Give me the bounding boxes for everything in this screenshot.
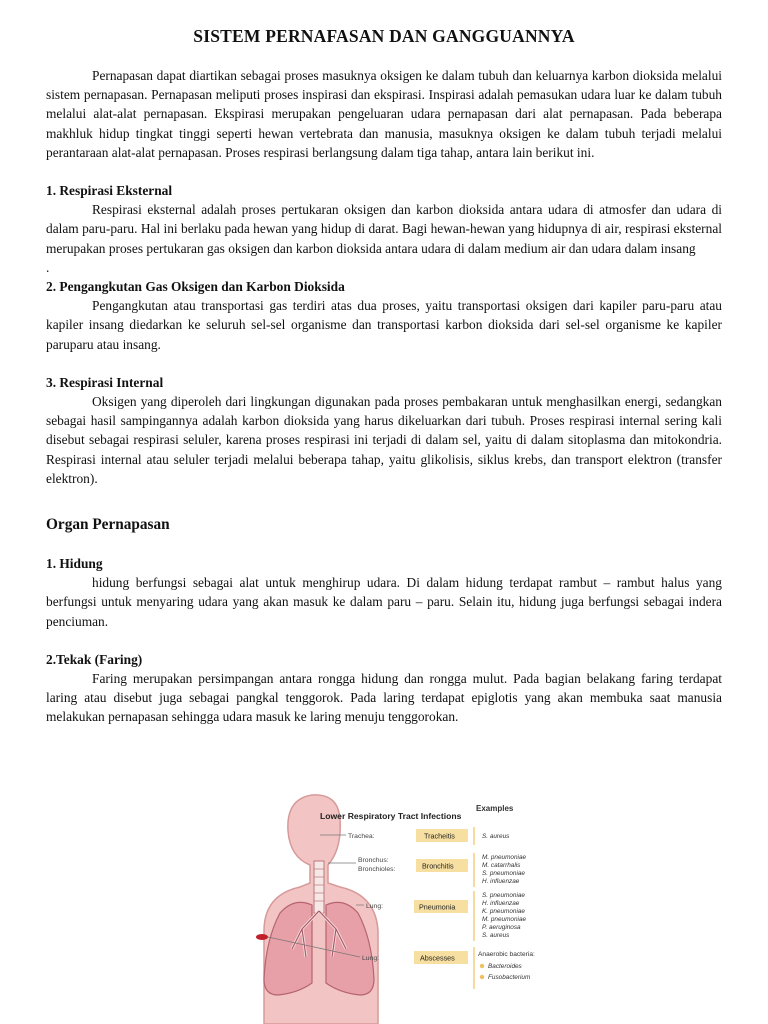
example-fusobacterium: Fusobacterium: [488, 974, 531, 981]
section-body-respirasi-internal: Oksigen yang diperoleh dari lingkungan digunakan pada proses pembakaran untuk menghasilkan energi, sedangkan sebagai hasil sampingannya adalah karbon dioksida yang harus dikeluarkan dari tubuh. Proses respirasi internal sering kali disebut sebagai respirasi seluler, karena proses respirasi ini terjadi di dalam sel, yaitu di dalam sitoplasma dan mitokondria. Respirasi internal atau seluler terjadi melalui beberapa tahap, yaitu glikolisis, siklus krebs, dan transport elektron (transfer elektron).: [46, 394, 722, 486]
row-site-bronchus: Bronchus:: [358, 857, 389, 864]
row-site-lung-2: Lung:: [362, 955, 380, 962]
example-s-pneumoniae-2: S. pneumoniae: [482, 892, 525, 899]
section-body-pengangkutan: Pengangkutan atau transportasi gas terdiri atas dua proses, yaitu transportasi oksigen dari kapiler paru-paru atau kapiler insang diedarkan ke seluruh sel-sel organisme dan transportasi karbon dioksida dari sel-sel organisme ke kapiler paruparu atau insang.: [46, 298, 722, 352]
document-content: [46, 26, 722, 727]
organ-body-faring: Faring merupakan persimpangan antara rongga hidung dan rongga mulut. Pada bagian belakang faring terdapat laring atau disebut juga sebagai pangkal tenggorok. Pada laring terdapat epiglotis yang akan membuka saat manusia melakukan pernapasan sehingga udara masuk ke laring menuju tenggorokan.: [46, 671, 722, 725]
example-p-aeruginosa: P. aeruginosa: [482, 924, 521, 931]
section-heading-pengangkutan: 2. Pengangkutan Gas Oksigen dan Karbon Dioksida: [46, 279, 345, 295]
respiratory-infections-figure: [228, 789, 550, 1024]
section-heading-respirasi-internal: 3. Respirasi Internal: [46, 374, 164, 390]
organ-heading: Organ Pernapasan: [46, 516, 170, 534]
examples-anaerobic-title: Anaerobic bacteria:: [478, 951, 535, 958]
example-bacteroides: Bacteroides: [488, 963, 522, 970]
section-heading-respirasi-eksternal: 1. Respirasi Eksternal: [46, 183, 173, 199]
abscess-spot: [256, 934, 268, 940]
row-infection-pneumonia: Pneumonia: [419, 902, 456, 912]
section-trailing-dot: .: [46, 259, 50, 275]
row-site-lung-1: Lung:: [366, 903, 384, 910]
intro-paragraph: Pernapasan dapat diartikan sebagai proses masuknya oksigen ke dalam tubuh dan keluarnya karbon dioksida melalui sistem pernapasan. Pernapasan meliputi proses inspirasi dan ekspirasi. Inspirasi adalah pemasukan udara luar ke dalam tubuh melalui alat-alat pernapasan. Ekspirasi merupakan pengeluaran udara pernapasan dari alat pernapasan. Pada beberapa makhluk hidup tingkat tinggi seperti hewan vertebrata dan manusia, masuknya oksigen ke dalam tubuh terjadi melalui perantaraan alat-alat pernapasan. Proses respirasi berlangsung dalam tiga tahap, antara lain berikut ini.: [46, 68, 722, 160]
example-k-pneumoniae: K. pneumoniae: [482, 908, 525, 915]
row-infection-abscesses: Abscesses: [420, 953, 455, 963]
examples-header: Examples: [476, 804, 514, 813]
example-h-influenzae-2: H. influenzae: [482, 900, 520, 907]
figure-title: Lower Respiratory Tract Infections: [320, 811, 462, 821]
row-site-bronchioles: Bronchioles:: [358, 866, 396, 873]
figure-illustration: [228, 789, 550, 1024]
row-infection-bronchitis: Bronchitis: [422, 861, 454, 871]
example-s-aureus-2: S. aureus: [482, 932, 510, 939]
organ-body-hidung: hidung berfungsi sebagai alat untuk menghirup udara. Di dalam hidung terdapat rambut – rambut halus yang berfungsi untuk menyaring udara yang akan masuk ke dalam paru – paru. Selain itu, hidung juga berfungsi sebagai indera penciuman.: [46, 575, 722, 629]
example-s-aureus-1: S. aureus: [482, 833, 510, 840]
example-s-pneumoniae-1: S. pneumoniae: [482, 870, 525, 877]
example-m-pneumoniae-1: M. pneumoniae: [482, 854, 527, 861]
example-h-influenzae-1: H. influenzae: [482, 878, 520, 885]
organ-heading-hidung: 1. Hidung: [46, 556, 103, 572]
section-body-respirasi-eksternal: Respirasi eksternal adalah proses pertukaran oksigen dan karbon dioksida antara udara di atmosfer dan udara di dalam paru-paru. Hal ini berlaku pada hewan yang hidup di darat. Bagi hewan-hewan yang hidupnya di air, respirasi eksternal merupakan proses pertukaran gas oksigen dan karbon dioksida antara udara di dalam medium air dan udara dalam insang: [46, 202, 722, 256]
example-m-pneumoniae-2: M. pneumoniae: [482, 916, 527, 923]
organ-heading-faring: 2.Tekak (Faring): [46, 651, 143, 667]
page-title: SISTEM PERNAFASAN DAN GANGGUANNYA: [193, 26, 575, 46]
row-infection-tracheitis: Tracheitis: [424, 831, 455, 841]
row-site-trachea: Trachea:: [348, 833, 375, 840]
example-m-catarrhalis: M. catarrhalis: [482, 862, 521, 869]
